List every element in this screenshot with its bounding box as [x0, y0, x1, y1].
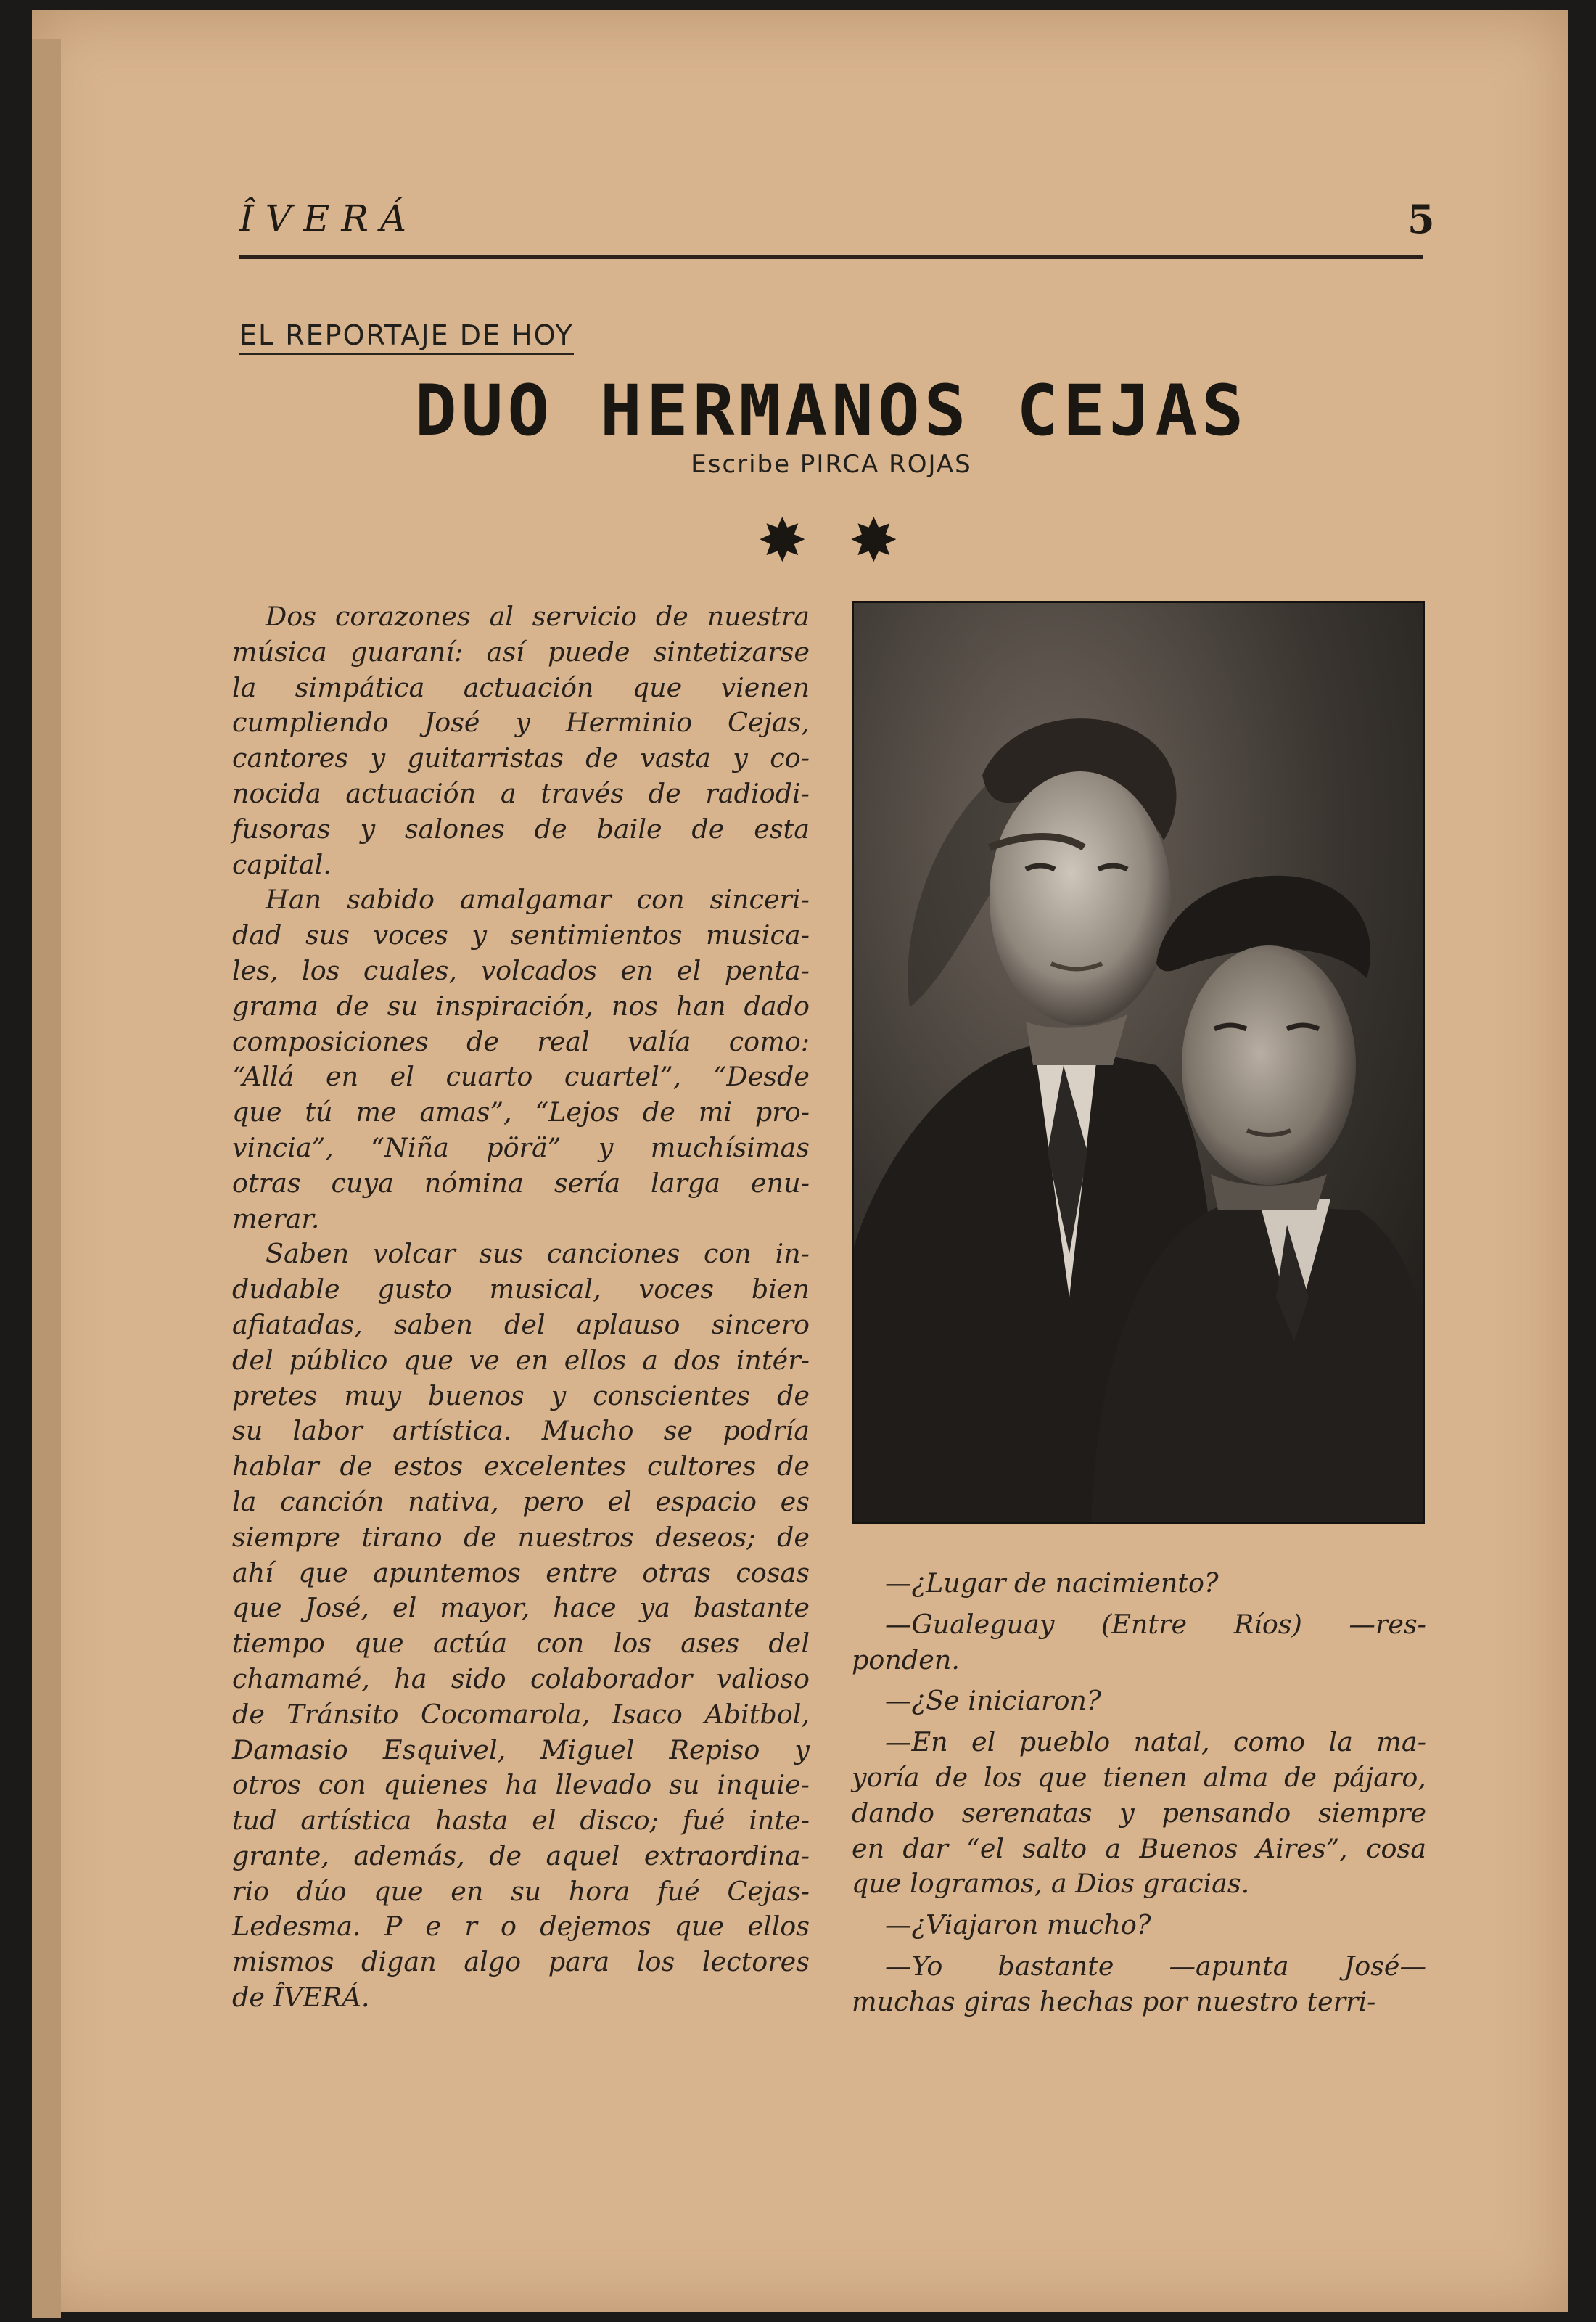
text-line: cantores y guitarristas de vasta y co-: [232, 742, 810, 774]
text-line: —En el pueblo natal, como la ma-: [885, 1726, 1426, 1758]
article-paragraph: [232, 599, 810, 882]
text-line: ahí que apuntemos entre otras cosas: [232, 1556, 810, 1588]
article-paragraph: [852, 1908, 1426, 1943]
text-line: —¿Lugar de nacimiento?: [885, 1567, 1219, 1599]
article-paragraph: [852, 1725, 1426, 1902]
text-line: —Yo bastante —apunta José—: [885, 1950, 1426, 1982]
text-line: del público que ve en ellos a dos intér-: [232, 1344, 810, 1376]
text-line: capital.: [232, 848, 332, 880]
text-line: cumpliendo José y Herminio Cejas,: [232, 707, 810, 739]
text-line: fusoras y salones de baile de esta: [232, 813, 810, 845]
text-line: de Tránsito Cocomarola, Isaco Abitbol,: [232, 1698, 810, 1730]
header-rule: [239, 255, 1423, 259]
text-line: mismos digan algo para los lectores: [232, 1946, 810, 1978]
section-label: EL REPORTAJE DE HOY: [239, 319, 574, 355]
duo-photo: [852, 601, 1425, 1524]
text-line: chamamé, ha sido colaborador valioso: [232, 1662, 810, 1694]
text-line: que José, el mayor, hace ya bastante: [232, 1592, 810, 1624]
text-line: vincia”, “Niña pörä” y muchísimas: [232, 1131, 810, 1163]
text-line: —¿Viajaron mucho?: [885, 1909, 1151, 1941]
article-left-column: [232, 599, 810, 2016]
article-paragraph: [852, 1949, 1426, 2020]
text-line: les, los cuales, volcados en el penta-: [232, 954, 810, 986]
text-line: “Allá en el cuarto cuartel”, “Desde: [232, 1061, 810, 1093]
text-line: yoría de los que tienen alma de pájaro,: [852, 1761, 1426, 1793]
magazine-page: [32, 10, 1568, 2312]
text-line: grante, además, de aquel extraordina-: [232, 1839, 810, 1871]
text-line: pretes muy buenos y conscientes de: [232, 1379, 810, 1411]
text-line: grama de su inspiración, nos han dado: [232, 990, 810, 1022]
text-line: Saben volcar sus canciones con in-: [266, 1238, 810, 1270]
text-line: de ÎVERÁ.: [232, 1982, 370, 2014]
article-paragraph: [852, 1566, 1426, 1601]
text-line: ponden.: [852, 1644, 960, 1675]
text-line: muchas giras hechas por nuestro terri-: [852, 1985, 1376, 2017]
text-line: dudable gusto musical, voces bien: [232, 1273, 810, 1305]
text-line: rio dúo que en su hora fué Cejas-: [232, 1875, 810, 1907]
text-line: en dar “el salto a Buenos Aires”, cosa: [852, 1832, 1426, 1864]
text-line: tiempo que actúa con los ases del: [232, 1628, 810, 1660]
star-ornament-icon: ✸: [757, 506, 807, 575]
text-line: música guaraní: así puede sintetizarse: [232, 636, 810, 668]
text-line: que logramos, a Dios gracias.: [852, 1868, 1250, 1900]
article-title: DUO HERMANOS CEJAS: [414, 370, 1249, 451]
byline: Escribe PIRCA ROJAS: [691, 450, 972, 479]
text-line: nocida actuación a través de radiodi-: [232, 777, 810, 809]
text-line: —¿Se iniciaron?: [885, 1685, 1101, 1717]
text-line: tud artística hasta el disco; fué inte-: [232, 1805, 810, 1837]
text-line: siempre tirano de nuestros deseos; de: [232, 1521, 810, 1553]
text-line: su labor artística. Mucho se podría: [232, 1415, 810, 1447]
text-line: Dos corazones al servicio de nuestra: [266, 601, 810, 632]
article-paragraph: [232, 882, 810, 1236]
text-line: afiatadas, saben del aplauso sincero: [232, 1308, 810, 1340]
text-line: Ledesma. P e r o dejemos que ellos: [232, 1911, 810, 1942]
text-line: Han sabido amalgamar con sinceri-: [266, 884, 810, 916]
text-line: composiciones de real valía como:: [232, 1025, 810, 1057]
text-line: que tú me amas”, “Lejos de mi pro-: [232, 1096, 810, 1128]
text-line: dando serenatas y pensando siempre: [852, 1797, 1426, 1829]
article-paragraph: [232, 1236, 810, 2016]
page-spine: [32, 39, 61, 2318]
text-line: la simpática actuación que vienen: [232, 671, 810, 703]
article-right-column: [852, 1566, 1426, 2026]
text-line: otros con quienes ha llevado su inquie-: [232, 1769, 810, 1801]
article-paragraph: [852, 1607, 1426, 1678]
text-line: merar.: [232, 1202, 320, 1234]
text-line: la canción nativa, pero el espacio es: [232, 1485, 810, 1517]
text-line: hablar de estos excelentes cultores de: [232, 1451, 810, 1482]
text-line: Damasio Esquivel, Miguel Repiso y: [232, 1734, 810, 1765]
text-line: dad sus voces y sentimientos musica-: [232, 919, 810, 951]
text-line: —Gualeguay (Entre Ríos) —res-: [885, 1608, 1426, 1640]
star-ornament-icon: ✸: [849, 506, 899, 575]
magazine-title: ÎVERÁ: [239, 197, 419, 239]
article-paragraph: [852, 1683, 1426, 1719]
text-line: otras cuya nómina sería larga enu-: [232, 1167, 810, 1199]
page-number: 5: [1407, 196, 1435, 242]
